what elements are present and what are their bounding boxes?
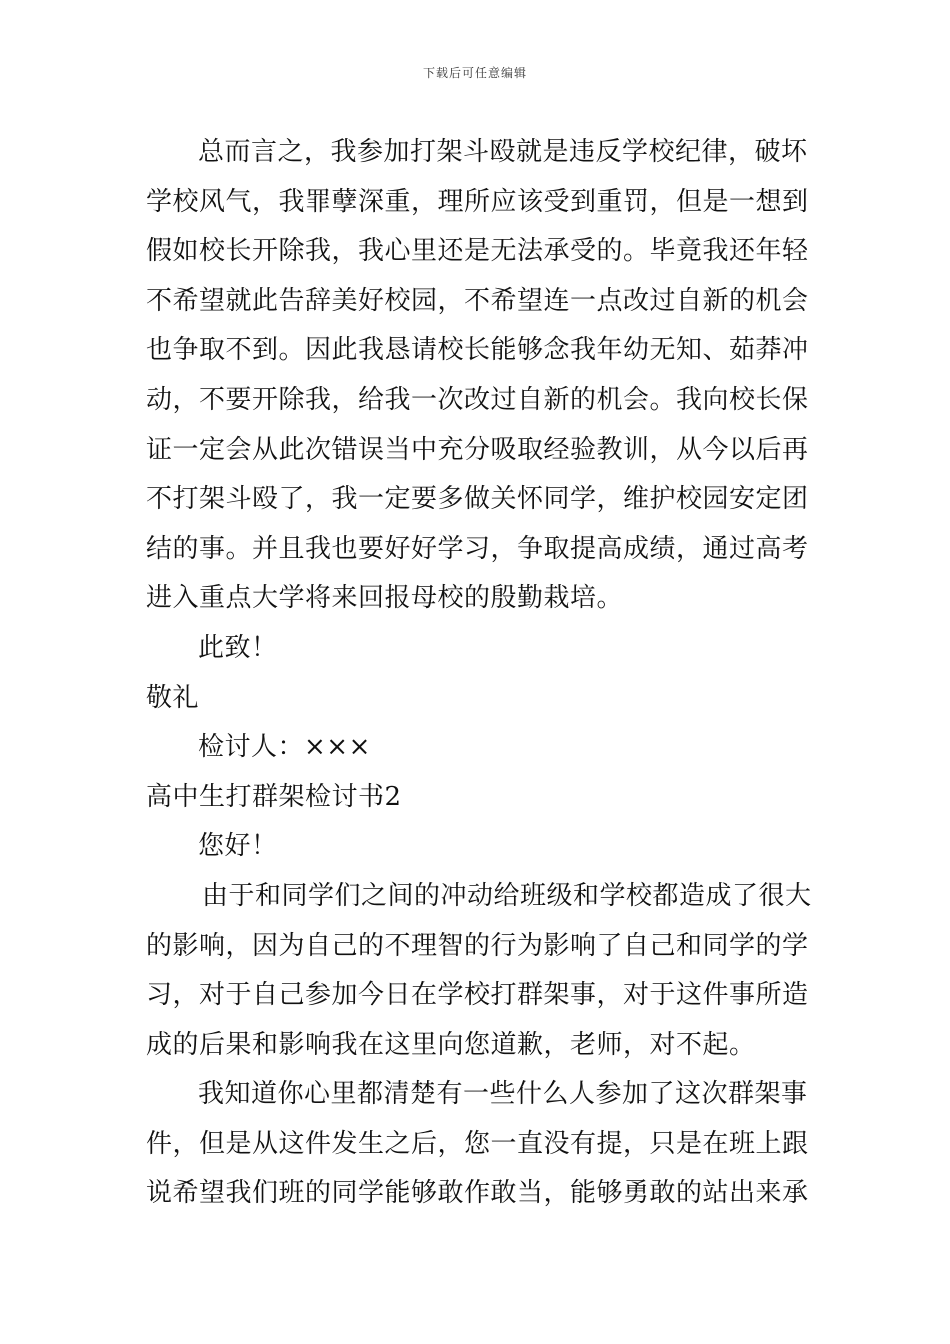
signature-line: 检讨人：××× xyxy=(198,732,371,763)
paragraph-line: 不打架斗殴了，我一定要多做关怀同学，维护校园安定团 xyxy=(146,484,809,515)
closing-line: 敬礼 xyxy=(146,682,200,713)
paragraph-line: 成的后果和影响我在这里向您道歉，老师，对不起。 xyxy=(146,1029,756,1060)
paragraph-line: 进入重点大学将来回报母校的殷勤栽培。 xyxy=(146,583,624,614)
paragraph-line: 假如校长开除我，我心里还是无法承受的。毕竟我还年轻 xyxy=(146,236,809,267)
paragraph-line: 我知道你心里都清楚有一些什么人参加了这次群架事 xyxy=(198,1079,808,1110)
paragraph-line: 由于和同学们之间的冲动给班级和学校都造成了很大 xyxy=(202,880,812,911)
salutation-line: 此致！ xyxy=(198,632,278,663)
header-note: 下载后可任意编辑 xyxy=(422,66,527,80)
document-body xyxy=(146,128,812,1219)
paragraph-line: 证一定会从此次错误当中充分吸取经验教训，从今以后再 xyxy=(146,434,809,465)
paragraph-line: 也争取不到。因此我恳请校长能够念我年幼无知、茹莽冲 xyxy=(146,335,809,366)
paragraph-line: 习，对于自己参加今日在学校打群架事，对于这件事所造 xyxy=(146,980,809,1011)
paragraph-line: 动，不要开除我，给我一次改过自新的机会。我向校长保 xyxy=(146,384,809,415)
section-title: 高中生打群架检讨书2 xyxy=(146,781,402,812)
paragraph-line: 说希望我们班的同学能够敢作敢当，能够勇敢的站出来承 xyxy=(146,1178,809,1209)
greeting-line: 您好！ xyxy=(198,831,278,862)
paragraph-line: 不希望就此告辞美好校园，不希望连一点改过自新的机会 xyxy=(146,285,809,316)
paragraph-line: 的影响，因为自己的不理智的行为影响了自己和同学的学 xyxy=(146,930,809,961)
paragraph-line: 件，但是从这件发生之后，您一直没有提，只是在班上跟 xyxy=(146,1128,809,1159)
paragraph-line: 结的事。并且我也要好好学习，争取提高成绩，通过高考 xyxy=(146,533,809,564)
paragraph-line: 学校风气，我罪孽深重，理所应该受到重罚，但是一想到 xyxy=(146,186,809,217)
paragraph-line: 总而言之，我参加打架斗殴就是违反学校纪律，破坏 xyxy=(198,137,808,167)
